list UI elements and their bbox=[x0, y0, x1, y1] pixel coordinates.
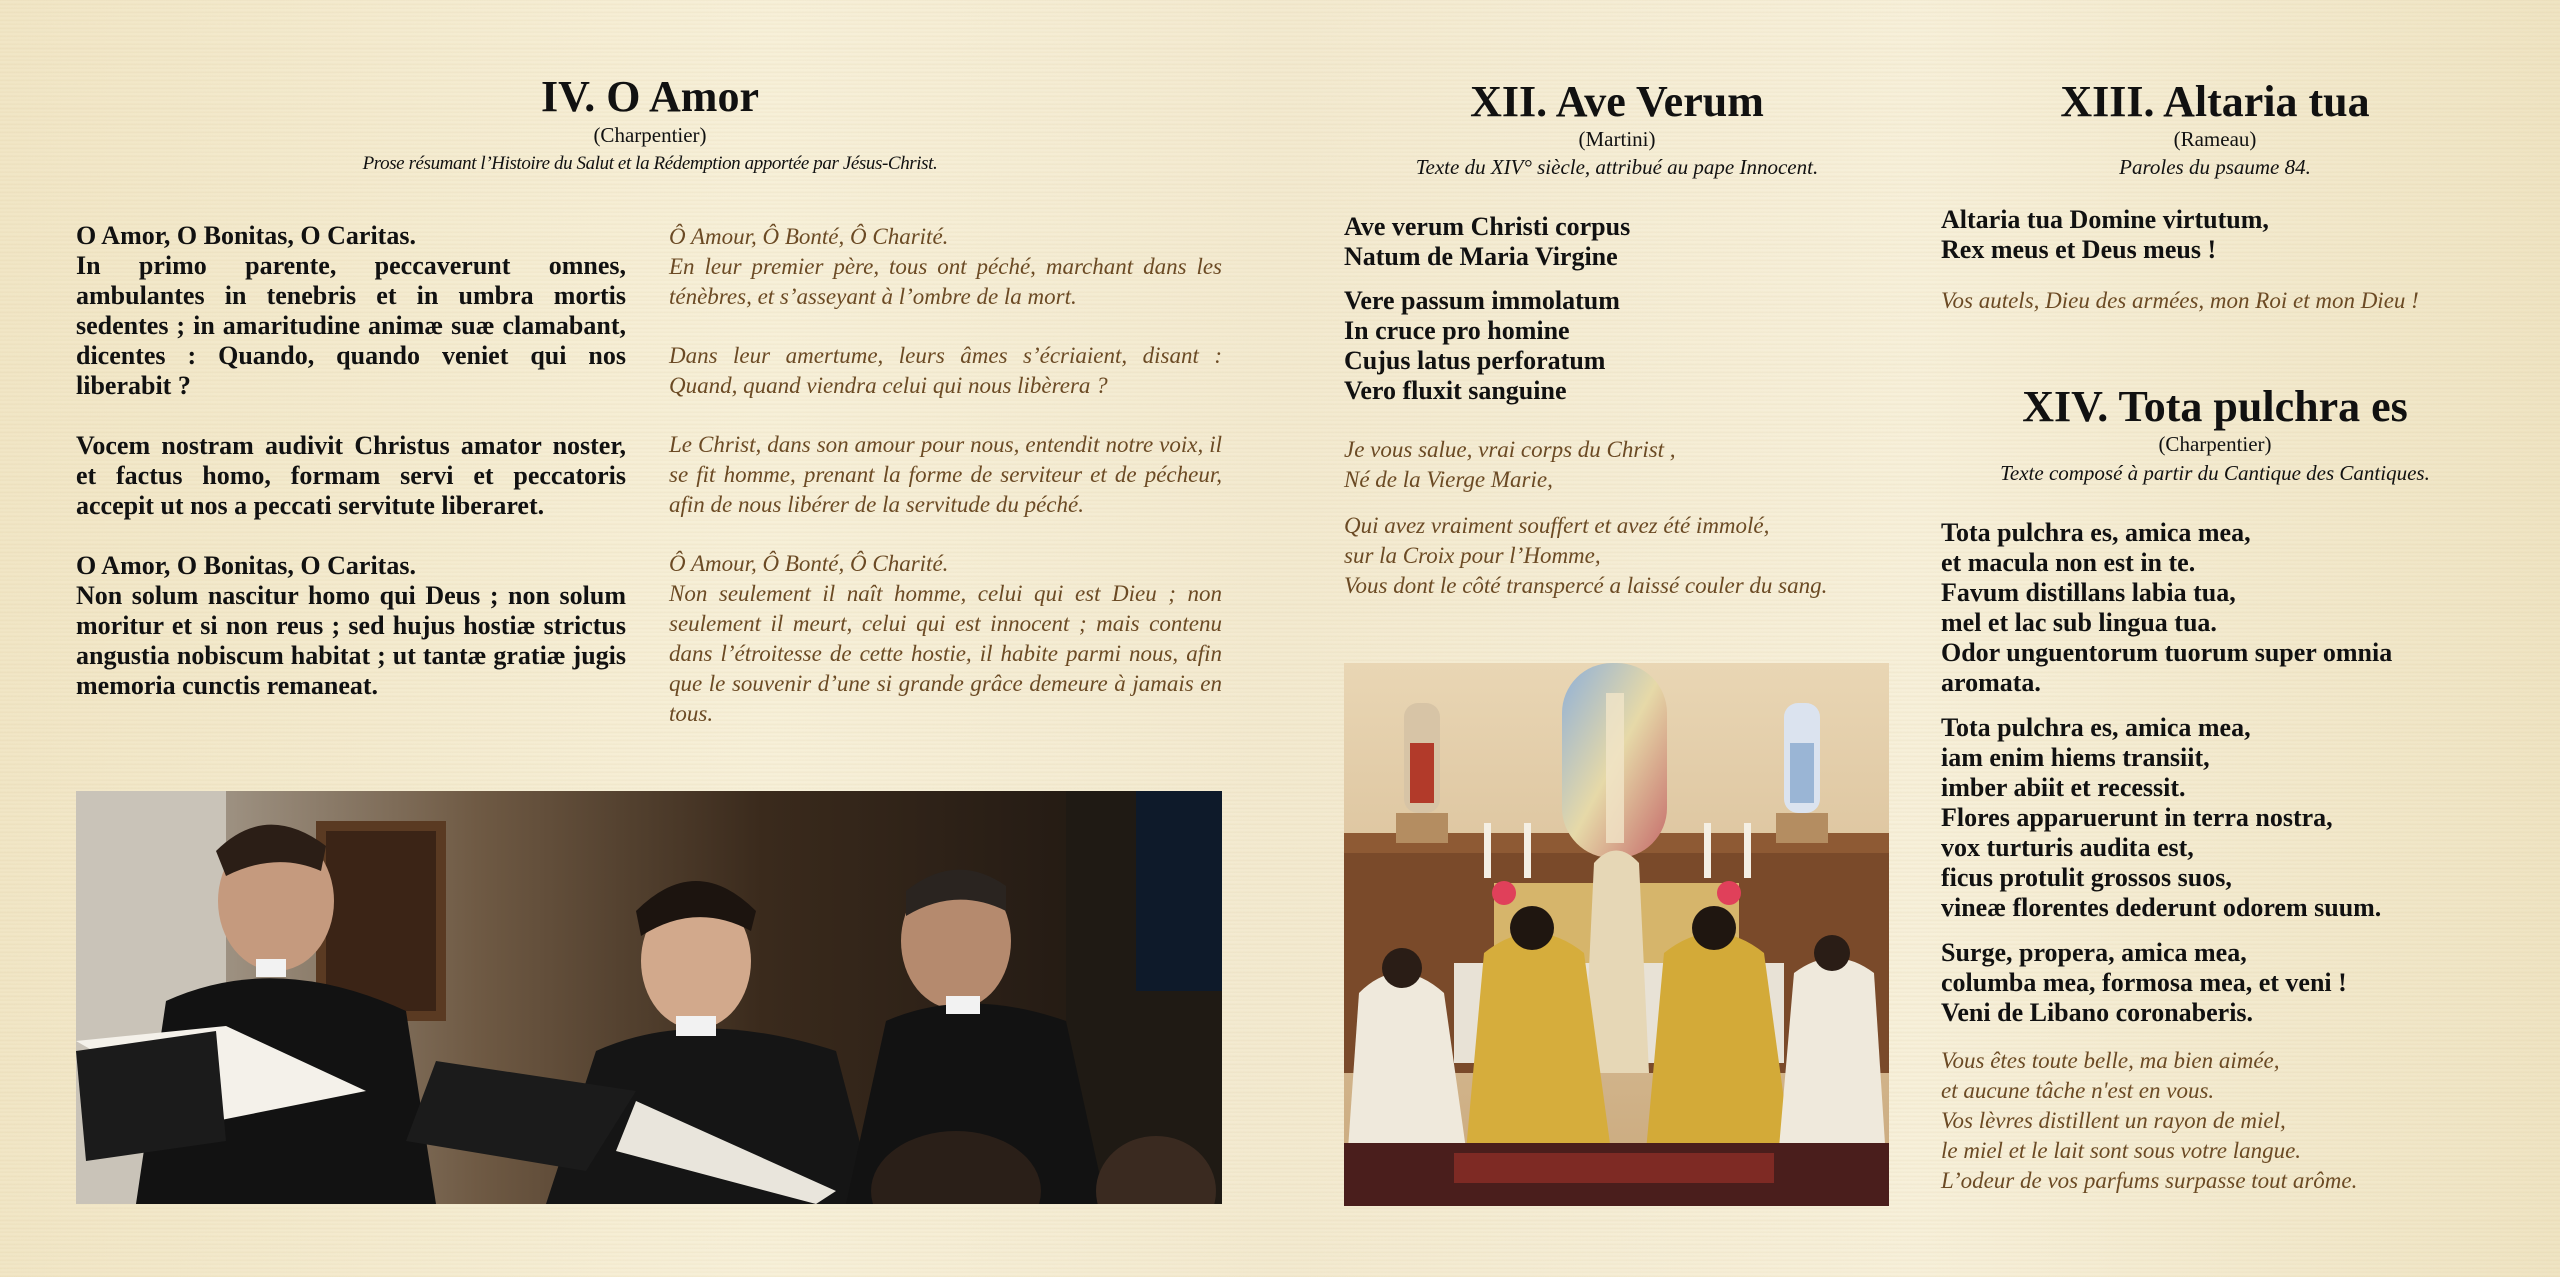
french-line: sur la Croix pour l’Homme, bbox=[1344, 543, 1601, 568]
amor-french-text bbox=[669, 222, 1222, 758]
ave-title: XII. Ave Verum bbox=[1470, 77, 1764, 126]
latin-line: ficus protulit grossos suos, bbox=[1941, 863, 2232, 892]
tota-latin-stanza-1 bbox=[1941, 518, 2501, 698]
amor-latin-stanza-2 bbox=[76, 431, 626, 521]
french-line: L’odeur de vos parfums surpasse tout arôme. bbox=[1941, 1168, 2358, 1193]
french-line: Vous dont le côté transpercé a laissé couler du sang. bbox=[1344, 573, 1828, 598]
latin-line: Non solum nascitur homo qui Deus ; non solum moritur et si non reus ; sed hujus hostiæ strictus angustia nobiscum habitat ; ut tantæ gratiæ jugis memoria cunctis remaneat. bbox=[76, 581, 626, 700]
tota-latin-text bbox=[1941, 518, 2501, 1058]
latin-line: et macula non est in te. bbox=[1941, 548, 2196, 577]
french-line: Vous êtes toute belle, ma bien aimée, bbox=[1941, 1048, 2280, 1073]
tota-latin-stanza-2 bbox=[1941, 713, 2501, 923]
amor-french-stanza-2 bbox=[669, 341, 1222, 401]
latin-line: In primo parente, peccaverunt omnes, ambulantes in tenebris et in umbra mortis sedentes ; in amaritudine animæ suæ clamabant, dicentes : Quando, quando veniet qui nos liberabit ? bbox=[76, 251, 626, 400]
french-line: Né de la Vierge Marie, bbox=[1344, 467, 1553, 492]
french-line: Qui avez vraiment souffert et avez été immolé, bbox=[1344, 513, 1770, 538]
latin-line: O Amor, O Bonitas, O Caritas. bbox=[76, 551, 416, 580]
amor-latin-stanza-3 bbox=[76, 551, 626, 701]
french-line: Ô Amour, Ô Bonté, Ô Charité. bbox=[669, 551, 949, 576]
latin-line: Vocem nostram audivit Christus amator noster, et factus homo, formam servi et peccatoris accepit ut nos a peccati servitute liberaret. bbox=[76, 431, 626, 520]
altaria-french-text bbox=[1941, 286, 2521, 316]
ave-subtitle: Texte du XIV° siècle, attribué au pape Innocent. bbox=[1415, 155, 1819, 179]
latin-line: Tota pulchra es, amica mea, bbox=[1941, 713, 2251, 742]
altaria-subtitle: Paroles du psaume 84. bbox=[2119, 155, 2311, 179]
altar-mass-photo bbox=[1344, 663, 1889, 1206]
choir-singers-photo bbox=[76, 791, 1222, 1204]
ave-latin-stanza-2 bbox=[1344, 286, 1824, 406]
amor-french-stanza-1 bbox=[669, 222, 1222, 312]
latin-line: Favum distillans labia tua, bbox=[1941, 578, 2236, 607]
latin-line: imber abiit et recessit. bbox=[1941, 773, 2186, 802]
latin-line: Ave verum Christi corpus bbox=[1344, 212, 1631, 241]
latin-line: Veni de Libano coronaberis. bbox=[1941, 998, 2254, 1027]
french-line: En leur premier père, tous ont péché, marchant dans les ténèbres, et s’asseyant à l’ombre de la mort. bbox=[669, 254, 1222, 309]
latin-line: aromata. bbox=[1941, 668, 2041, 697]
latin-line: vox turturis audita est, bbox=[1941, 833, 2194, 862]
latin-line: mel et lac sub lingua tua. bbox=[1941, 608, 2217, 637]
french-line: Vos lèvres distillent un rayon de miel, bbox=[1941, 1108, 2286, 1133]
latin-line: Cujus latus perforatum bbox=[1344, 346, 1606, 375]
amor-french-stanza-3 bbox=[669, 430, 1222, 520]
amor-title: IV. O Amor bbox=[541, 72, 759, 121]
ave-french-text bbox=[1344, 435, 1904, 630]
latin-line: columba mea, formosa mea, et veni ! bbox=[1941, 968, 2347, 997]
latin-line: iam enim hiems transiit, bbox=[1941, 743, 2210, 772]
ave-french-stanza-2 bbox=[1344, 511, 1904, 601]
ave-french-stanza-1 bbox=[1344, 435, 1904, 495]
altaria-latin-stanza bbox=[1941, 205, 2501, 265]
amor-subtitle: Prose résumant l’Histoire du Salut et la Rédemption apportée par Jésus-Christ. bbox=[362, 153, 938, 174]
french-line: Ô Amour, Ô Bonté, Ô Charité. bbox=[669, 224, 949, 249]
french-line: Le Christ, dans son amour pour nous, entendit notre voix, il se fit homme, prenant la forme de serviteur et de pécheur, afin de nous libérer de la servitude du péché. bbox=[669, 432, 1222, 517]
latin-line: Surge, propera, amica mea, bbox=[1941, 938, 2247, 967]
french-line: Je vous salue, vrai corps du Christ , bbox=[1344, 437, 1676, 462]
altaria-latin-text bbox=[1941, 205, 2501, 295]
altaria-composer: (Rameau) bbox=[2173, 127, 2257, 151]
tota-french-text bbox=[1941, 1046, 2521, 1196]
latin-line: Odor unguentorum tuorum super omnia bbox=[1941, 638, 2393, 667]
latin-line: Rex meus et Deus meus ! bbox=[1941, 235, 2217, 264]
amor-latin-text bbox=[76, 221, 626, 731]
latin-line: vineæ florentes dederunt odorem suum. bbox=[1941, 893, 2382, 922]
tota-subtitle: Texte composé à partir du Cantique des Cantiques. bbox=[2000, 461, 2430, 485]
ave-composer: (Martini) bbox=[1578, 127, 1656, 151]
latin-line: In cruce pro homine bbox=[1344, 316, 1570, 345]
latin-line: Natum de Maria Virgine bbox=[1344, 242, 1618, 271]
tota-composer: (Charpentier) bbox=[2158, 432, 2272, 456]
latin-line: Vero fluxit sanguine bbox=[1344, 376, 1567, 405]
ave-latin-text bbox=[1344, 212, 1824, 436]
french-line: le miel et le lait sont sous votre langue. bbox=[1941, 1138, 2302, 1163]
ave-latin-stanza-1 bbox=[1344, 212, 1824, 272]
amor-composer: (Charpentier) bbox=[593, 123, 707, 147]
tota-latin-stanza-3 bbox=[1941, 938, 2501, 1028]
latin-line: Flores apparuerunt in terra nostra, bbox=[1941, 803, 2333, 832]
french-line: Vos autels, Dieu des armées, mon Roi et mon Dieu ! bbox=[1941, 288, 2419, 313]
tota-title: XIV. Tota pulchra es bbox=[2022, 382, 2408, 431]
french-line: et aucune tâche n'est en vous. bbox=[1941, 1078, 2215, 1103]
latin-line: Vere passum immolatum bbox=[1344, 286, 1620, 315]
altaria-title: XIII. Altaria tua bbox=[2060, 77, 2370, 126]
latin-line: Tota pulchra es, amica mea, bbox=[1941, 518, 2251, 547]
latin-line: O Amor, O Bonitas, O Caritas. bbox=[76, 221, 416, 250]
french-line: Non seulement il naît homme, celui qui est Dieu ; non seulement il meurt, celui qui est innocent ; mais contenu dans l’étroitesse de cette hostie, il habite parmi nous, afin que le souvenir d’une si grande grâce demeure à jamais en tous. bbox=[669, 581, 1222, 726]
french-line: Dans leur amertume, leurs âmes s’écriaient, disant : Quand, quand viendra celui qui nous libèrera ? bbox=[669, 343, 1222, 398]
amor-french-stanza-4 bbox=[669, 549, 1222, 729]
latin-line: Altaria tua Domine virtutum, bbox=[1941, 205, 2269, 234]
amor-latin-stanza-1 bbox=[76, 221, 626, 401]
